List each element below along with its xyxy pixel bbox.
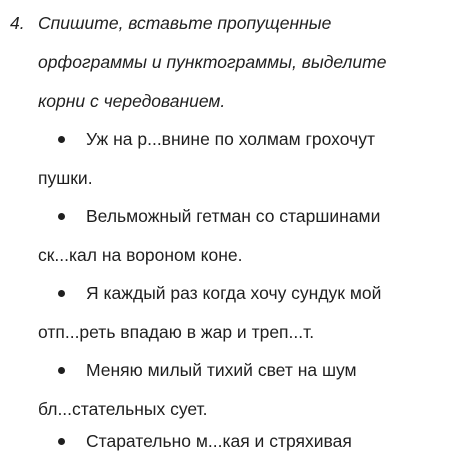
list-item-5-line-1: Старательно м...кая и стряхивая xyxy=(86,431,352,451)
list-item-1-line-1: Уж на р...внине по холмам грохочут xyxy=(86,129,375,149)
task-instruction-line-3: корни с чередованием. xyxy=(38,91,226,111)
bullet-icon xyxy=(58,213,65,220)
list-item-4-line-2: бл...стательных сует. xyxy=(38,399,208,419)
list-item-2-line-2: ск...кал на вороном коне. xyxy=(38,245,243,265)
list-item-3-line-1: Я каждый раз когда хочу сундук мой xyxy=(86,283,382,303)
list-item-4-line-1: Меняю милый тихий свет на шум xyxy=(86,360,357,380)
bullet-icon xyxy=(58,290,65,297)
bullet-icon xyxy=(58,438,65,445)
list-item-3-line-2: отп...реть впадаю в жар и треп...т. xyxy=(38,322,315,342)
task-instruction-line-1: Спишите, вставьте пропущенные xyxy=(38,13,332,33)
list-item-2-line-1: Вельможный гетман со старшинами xyxy=(86,206,381,226)
task-number: 4. xyxy=(10,13,25,33)
bullet-icon xyxy=(58,136,65,143)
task-instruction-line-2: орфограммы и пунктограммы, выделите xyxy=(38,52,387,72)
list-item-1-line-2: пушки. xyxy=(38,168,93,188)
bullet-icon xyxy=(58,367,65,374)
